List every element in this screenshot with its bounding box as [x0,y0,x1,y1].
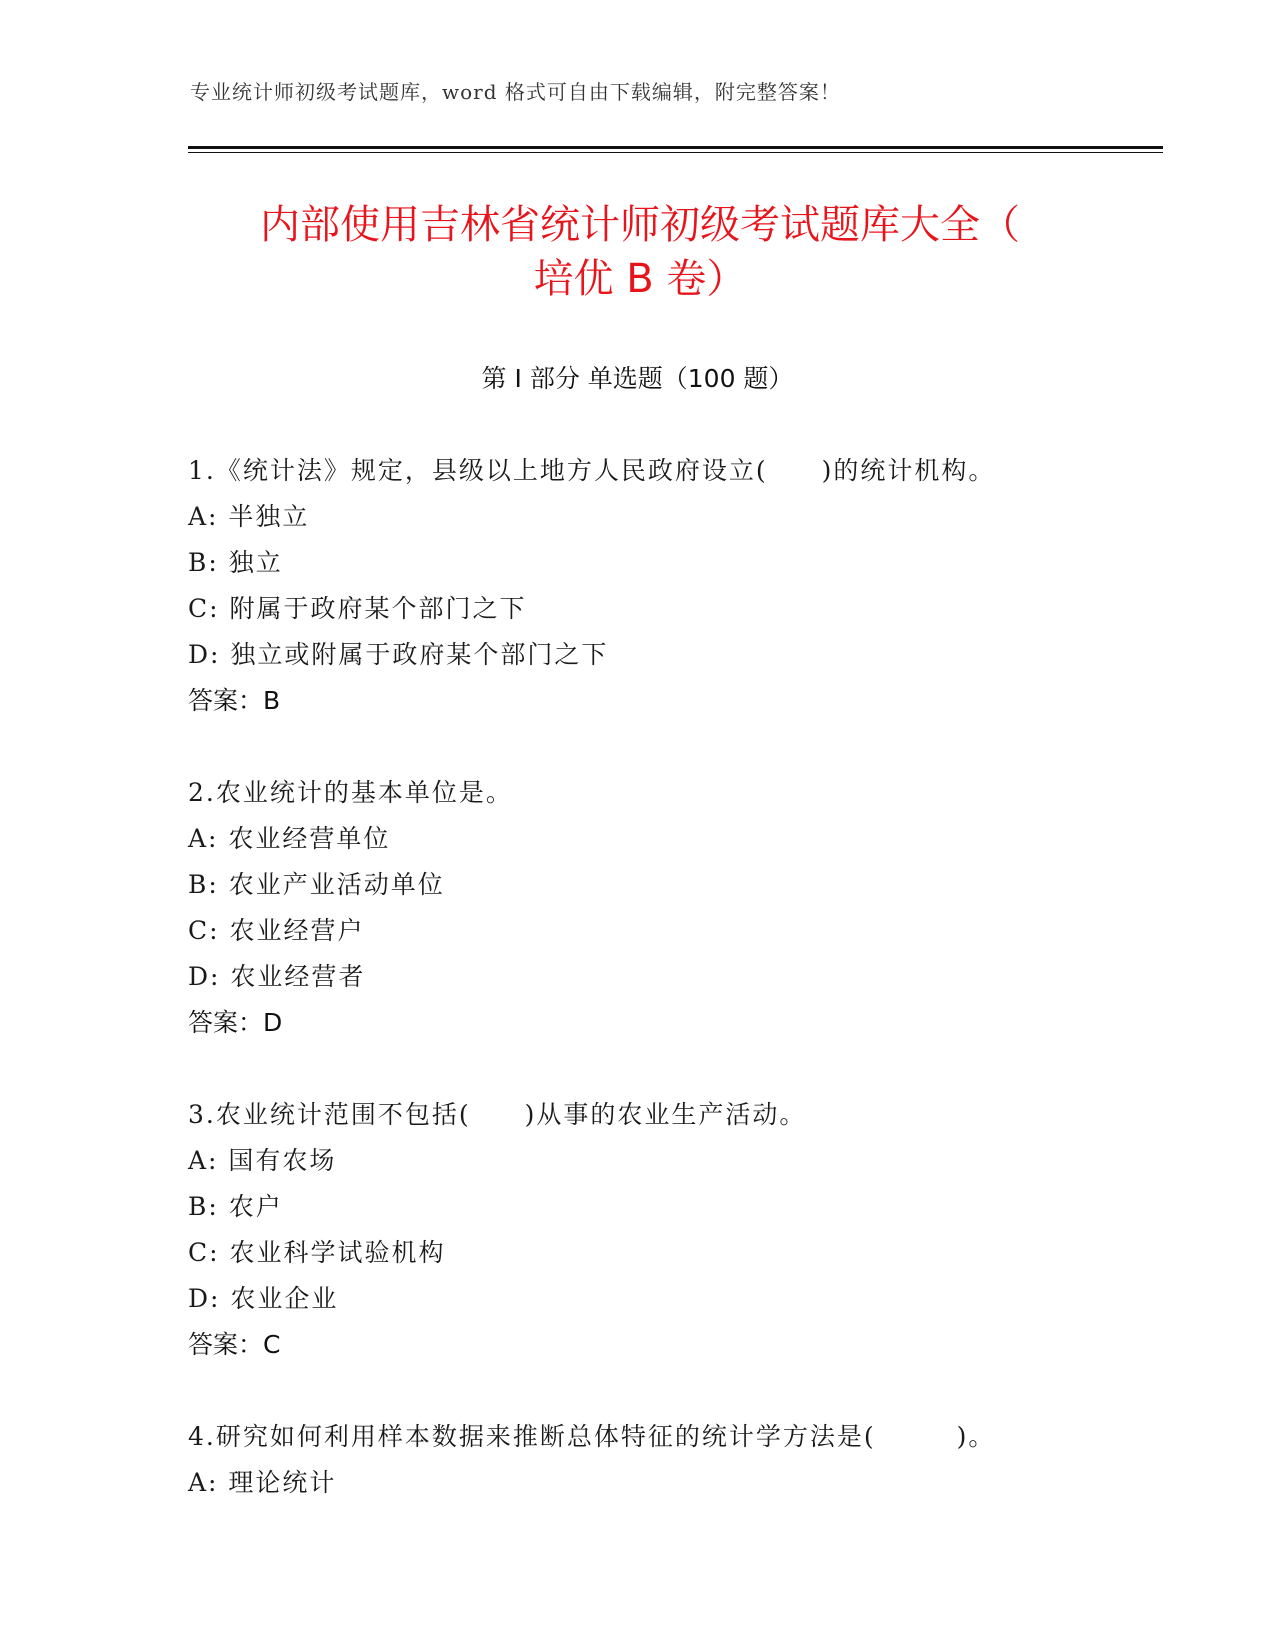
question-stem: 3.农业统计范围不包括( )从事的农业生产活动。 [188,1100,807,1129]
question-stem: 2.农业统计的基本单位是。 [188,778,513,807]
option-c: C: 附属于政府某个部门之下 [188,594,527,623]
option-a: A: 国有农场 [188,1146,337,1175]
answer: 答案：B [188,686,281,715]
answer: 答案：D [188,1008,283,1037]
option-b: B: 独立 [188,548,283,577]
option-a: A: 理论统计 [188,1468,337,1497]
question-list [188,448,1148,1552]
document-title-line-1: 内部使用吉林省统计师初级考试题库大全（ [260,202,1020,248]
option-d: D: 独立或附属于政府某个部门之下 [188,640,609,669]
document-title [160,198,1120,306]
header-divider-thin [188,152,1163,153]
question-1 [188,448,1148,724]
option-a: A: 农业经营单位 [188,824,391,853]
option-d: D: 农业经营者 [188,962,366,991]
option-d: D: 农业企业 [188,1284,339,1313]
option-a: A: 半独立 [188,502,310,531]
answer: 答案：C [188,1330,281,1359]
option-c: C: 农业经营户 [188,916,365,945]
question-stem: 1.《统计法》规定，县级以上地方人民政府设立( )的统计机构。 [188,456,996,485]
option-c: C: 农业科学试验机构 [188,1238,446,1267]
question-3 [188,1092,1148,1368]
header-note: 专业统计师初级考试题库，word 格式可自由下载编辑，附完整答案！ [190,80,841,104]
header-divider-thick [188,146,1163,149]
document-title-line-2: 培优 B 卷） [533,256,747,302]
question-2 [188,770,1148,1046]
option-b: B: 农户 [188,1192,283,1221]
section-title: 第 I 部分 单选题（100 题） [481,364,794,393]
question-4 [188,1414,1148,1506]
question-stem: 4.研究如何利用样本数据来推断总体特征的统计学方法是( )。 [188,1422,996,1451]
option-b: B: 农业产业活动单位 [188,870,445,899]
